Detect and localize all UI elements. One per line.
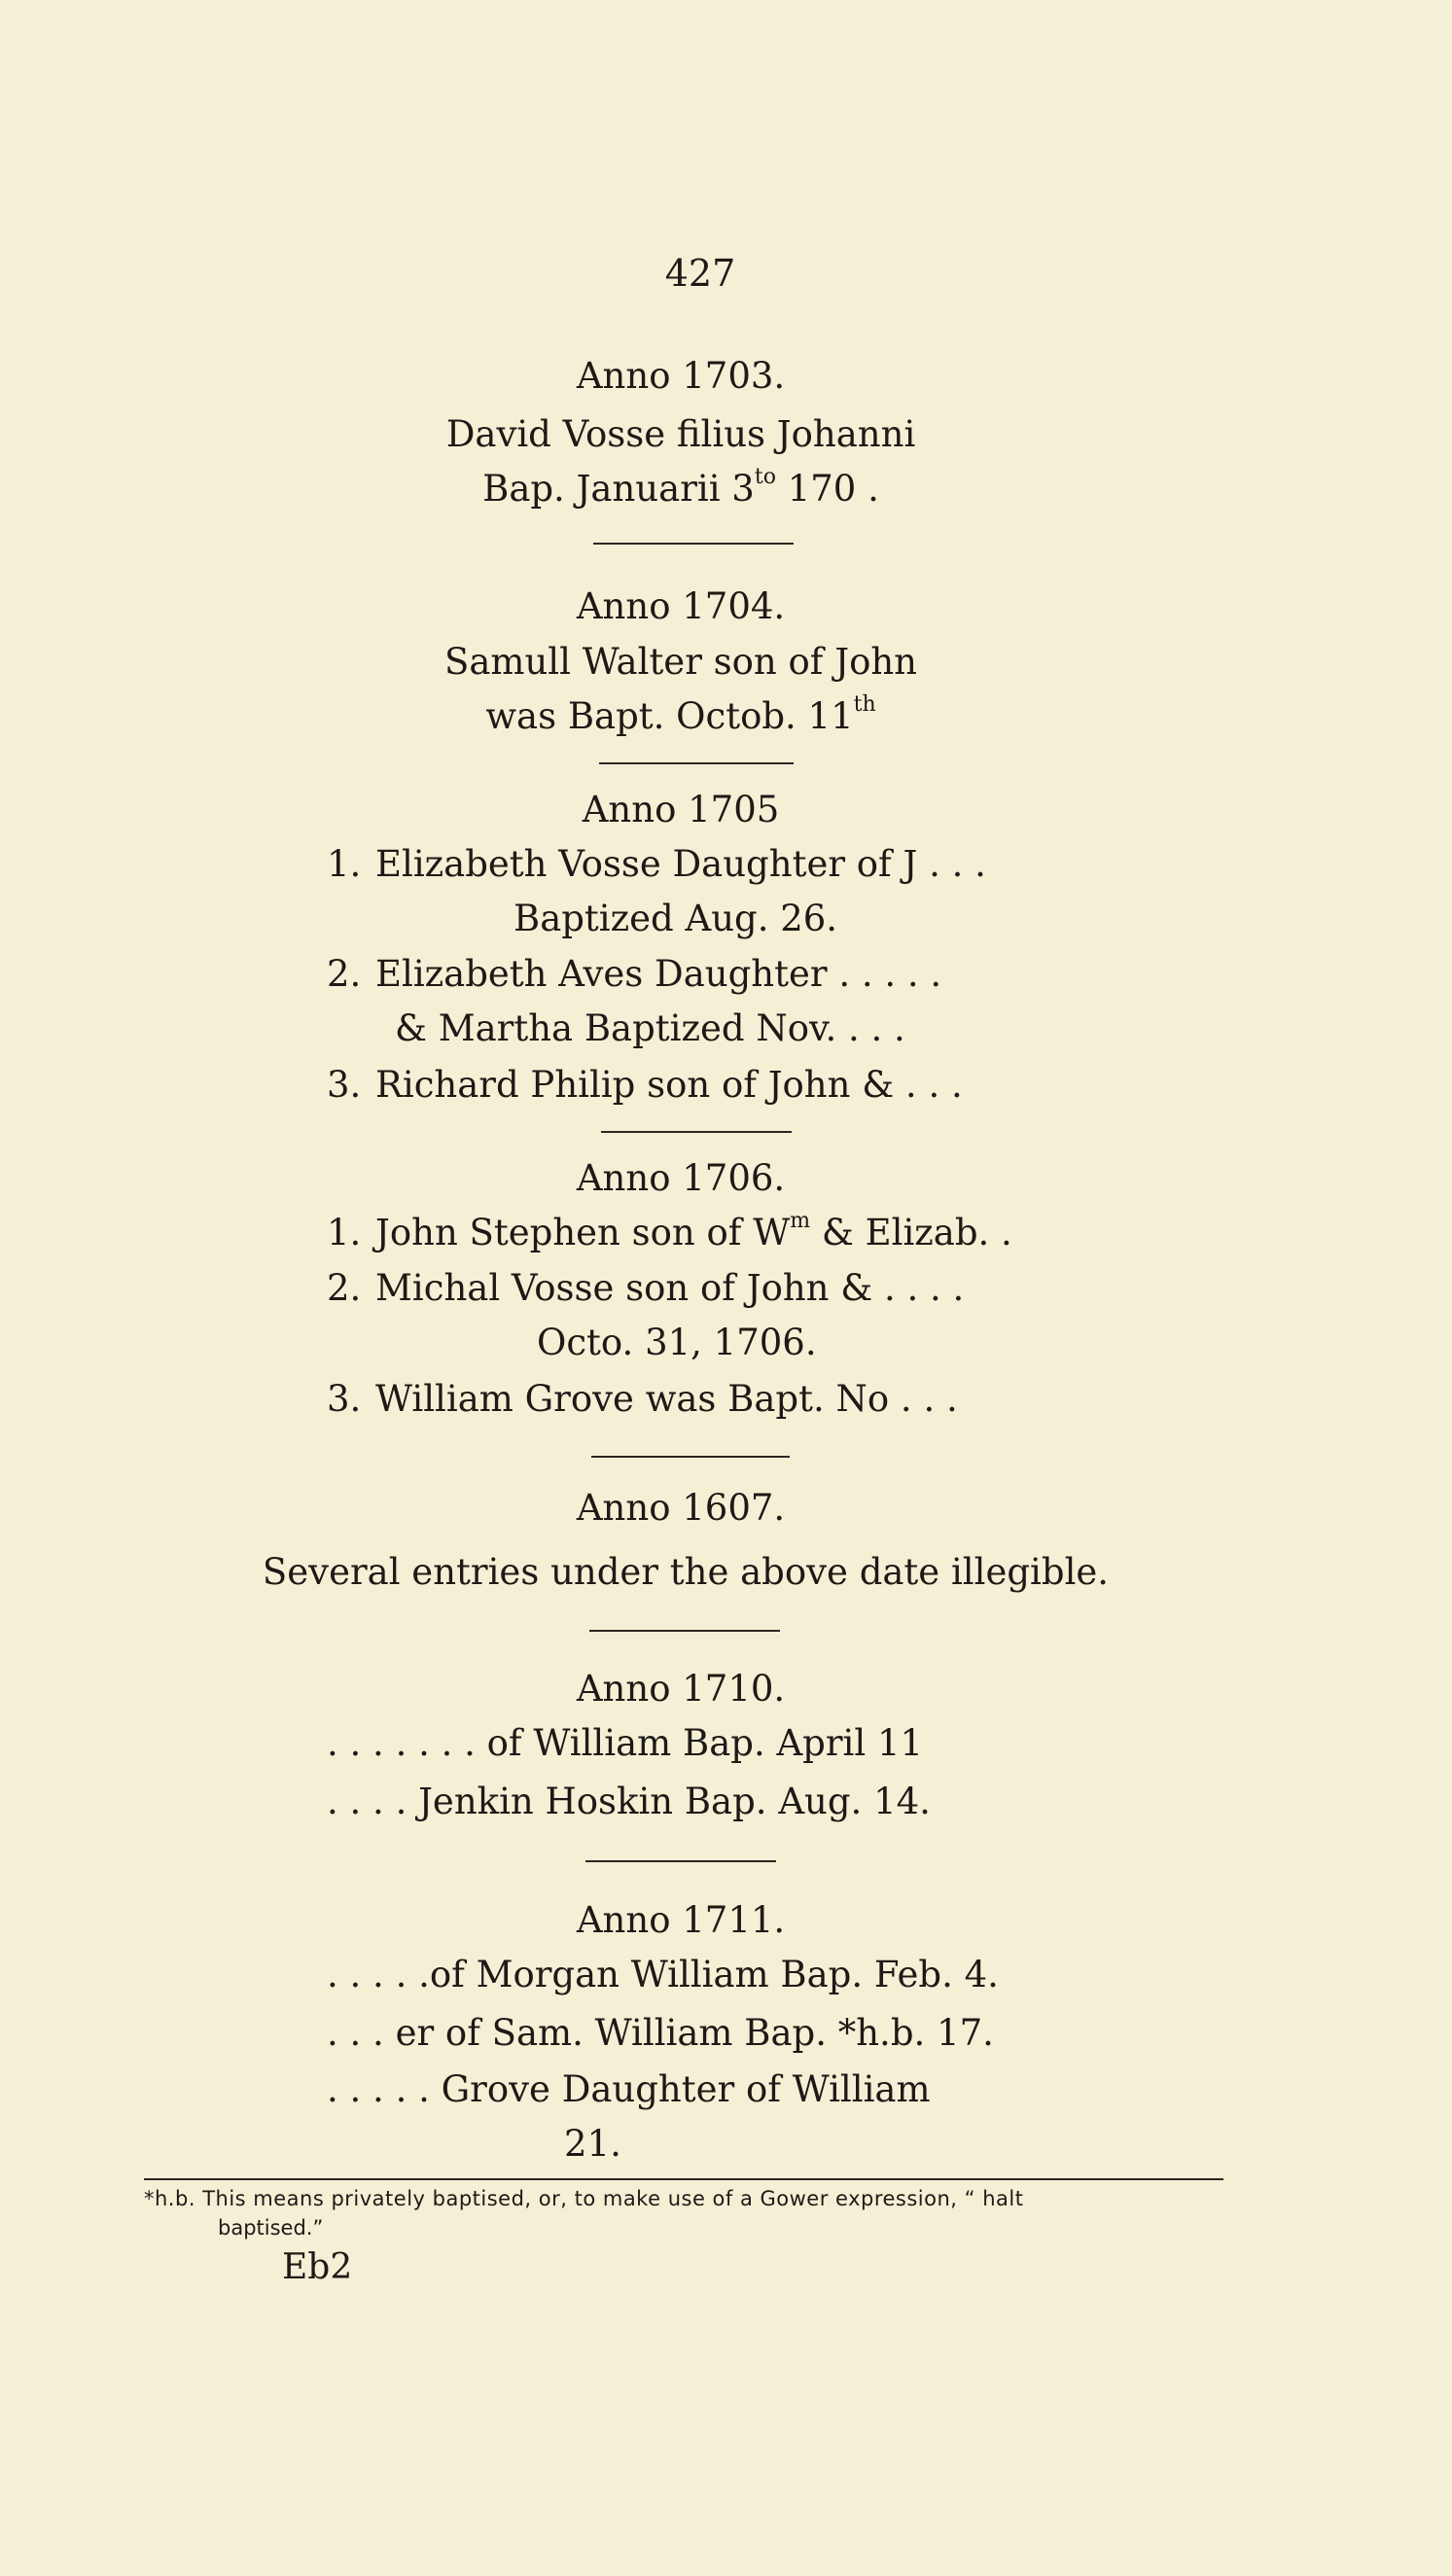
entry-line: Elizabeth Aves Daughter . . . . . [375,953,942,995]
footnote-text-continued: baptised.” [218,2216,324,2240]
entry-line: was Bapt. Octob. 11th [485,692,876,737]
entry-line: David Vosse filius Johanni [445,413,916,455]
entry-line: Baptized Aug. 26. [514,898,838,939]
entry-line: . . . . . . . of William Bap. April 11 [327,1722,924,1764]
entry-line: 21. [564,2123,621,2165]
page-number: 427 [664,252,736,295]
entry-number: 2. [327,1267,362,1309]
section-heading: Anno 1705 [582,789,780,830]
entry-number: 2. [327,953,362,995]
section-divider [599,762,794,764]
entry-line: Several entries under the above date illegible. [262,1551,1110,1593]
entry-line: John Stephen son of $W^m$ & Elizab. . [375,1209,1012,1253]
section-heading: Anno 1704. [576,585,786,627]
entry-line: Octo. 31, 1706. [537,1322,817,1363]
entry-line: & Martha Baptized Nov. . . . [395,1007,905,1049]
section-divider [589,1630,780,1632]
entry-line: . . . . . Grove Daughter of William [327,2068,931,2110]
footnote [144,2184,1223,2213]
section-divider [593,543,794,545]
footnote-marker: *h.b. [144,2187,195,2210]
footnote-text: This means privately baptised, or, to make use of a Gower expression, “ halt [202,2187,1024,2210]
entry-number: 1. [327,1212,362,1253]
entry-line: . . . . Jenkin Hoskin Bap. Aug. 14. [327,1781,931,1822]
entry-line: Samull Walter son of John [443,641,918,683]
entry-line: . . . er of Sam. William Bap. *h.b. 17. [327,2012,994,2054]
section-heading: Anno 1710. [576,1668,786,1710]
entry-line: Bap. Januarii $3^{to}$ 170 . [482,465,879,510]
entry-line: William Grove was Bapt. No . . . [375,1378,958,1420]
section-heading: Anno 1703. [576,355,786,397]
entry-number: 3. [327,1064,362,1106]
section-divider [585,1860,776,1862]
entry-number: 3. [327,1378,362,1420]
section-heading: Anno 1711. [576,1899,786,1941]
footnote-divider [144,2178,1223,2180]
entry-line: Richard Philip son of John & . . . [375,1064,963,1106]
section-heading: Anno 1607. [576,1487,786,1529]
entry-line: Michal Vosse son of John & . . . . [375,1267,965,1309]
signature-mark: Eb2 [282,2247,353,2287]
section-divider [591,1456,790,1458]
entry-line: . . . . .of Morgan William Bap. Feb. 4. [327,1954,999,1995]
entry-line: Elizabeth Vosse Daughter of J . . . [375,843,986,885]
entry-number: 1. [327,843,362,885]
section-heading: Anno 1706. [576,1157,786,1199]
section-divider [601,1131,792,1133]
